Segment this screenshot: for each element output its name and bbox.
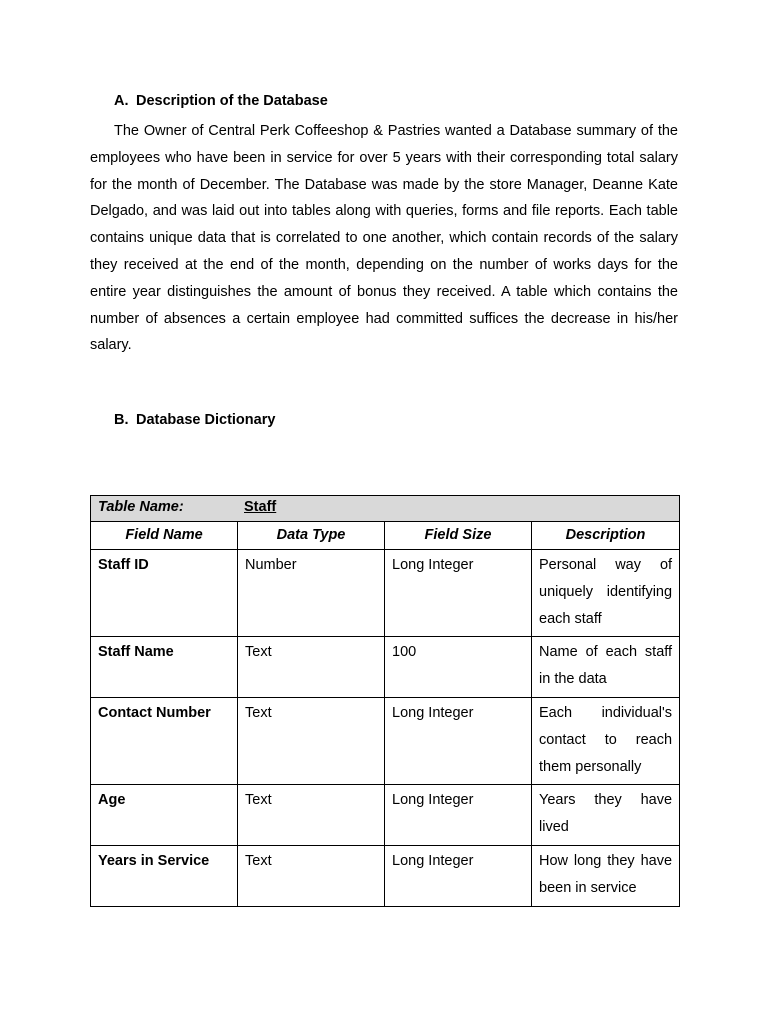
description-cell: How long they have been in service (532, 845, 680, 906)
field-name-cell: Staff ID (91, 550, 238, 637)
description-cell: Each individual's contact to reach them personally (532, 697, 680, 784)
column-header: Field Name (91, 522, 238, 550)
database-dictionary-table (90, 495, 680, 907)
table-row (91, 550, 680, 637)
section-a-title: Description of the Database (136, 93, 328, 109)
data-type-cell: Text (238, 637, 385, 698)
table-header-row (91, 522, 680, 550)
field-size-cell: Long Integer (385, 550, 532, 637)
data-type-cell: Number (238, 550, 385, 637)
data-type-cell: Text (238, 785, 385, 846)
table-row (91, 637, 680, 698)
table-title-row (91, 496, 680, 522)
table-title-cell (91, 496, 680, 522)
field-size-cell: Long Integer (385, 785, 532, 846)
table-row (91, 845, 680, 906)
field-name-cell: Contact Number (91, 697, 238, 784)
field-size-cell: 100 (385, 637, 532, 698)
field-size-cell: Long Integer (385, 697, 532, 784)
table-name-label: Table Name: (98, 499, 184, 515)
column-header: Field Size (385, 522, 532, 550)
section-a-heading (114, 93, 328, 109)
column-header: Data Type (238, 522, 385, 550)
section-b-title: Database Dictionary (136, 412, 276, 428)
field-name-cell: Age (91, 785, 238, 846)
table-row (91, 785, 680, 846)
section-b-heading (114, 412, 275, 428)
table-row (91, 697, 680, 784)
table-name-value: Staff (244, 499, 277, 515)
field-name-cell: Staff Name (91, 637, 238, 698)
section-a-number: A. (114, 93, 129, 109)
description-cell: Years they have lived (532, 785, 680, 846)
description-cell: Personal way of uniquely identifying each staff (532, 550, 680, 637)
data-type-cell: Text (238, 845, 385, 906)
data-type-cell: Text (238, 697, 385, 784)
field-name-cell: Years in Service (91, 845, 238, 906)
field-size-cell: Long Integer (385, 845, 532, 906)
column-header: Description (532, 522, 680, 550)
section-b-number: B. (114, 412, 129, 428)
database-description-paragraph: The Owner of Central Perk Coffeeshop & Pastries wanted a Database summary of the employees who have been in service for over 5 years with their corresponding total salary for the month of December. The Database was made by the store Manager, Deanne Kate Delgado, and was laid out into tables along with queries, forms and file reports. Each table contains unique data that is correlated to one another, which contain records of the salary they received at the end of the month, depending on the number of works days for the entire year distinguishes the amount of bonus they received. A table which contains the number of absences a certain employee had committed suffices the decrease in his/her salary. (90, 123, 678, 354)
description-cell: Name of each staff in the data (532, 637, 680, 698)
